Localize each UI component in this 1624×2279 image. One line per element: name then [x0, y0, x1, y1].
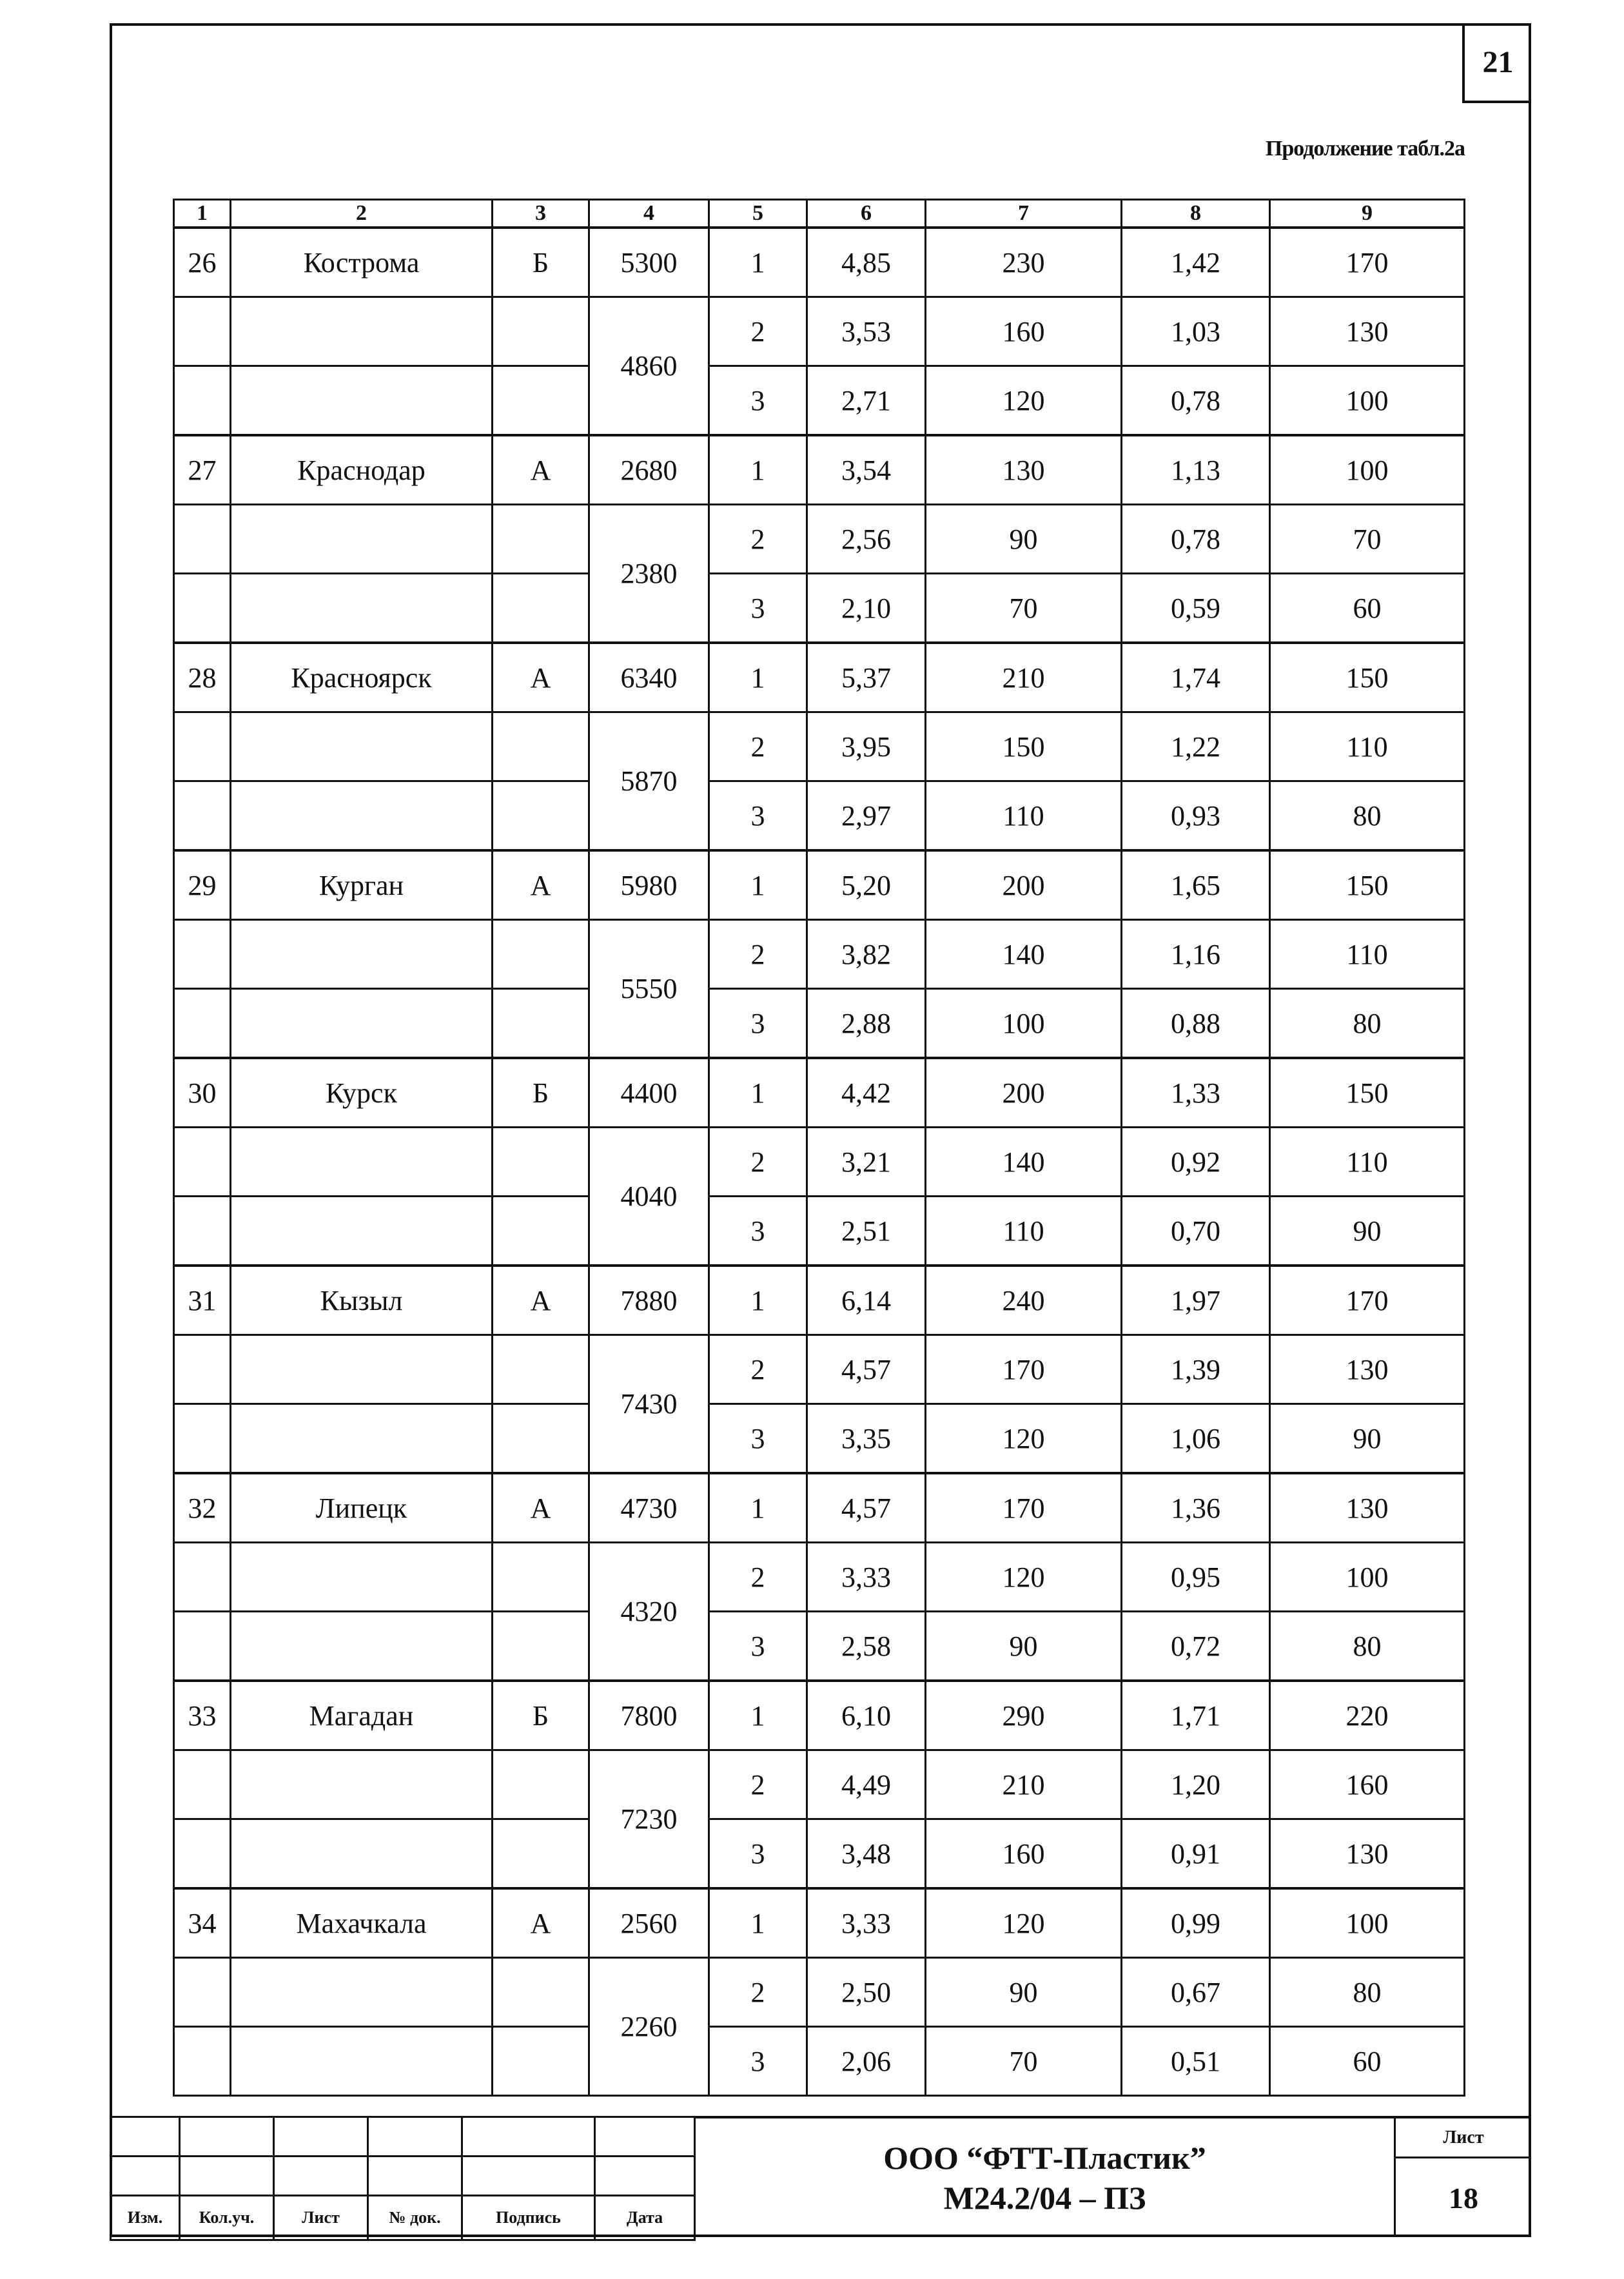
value-9-cell: 170 [1270, 1266, 1465, 1335]
table-row [174, 574, 1465, 643]
column-header: 3 [493, 200, 589, 228]
zone-cell: А [493, 643, 589, 712]
value-5-cell: 1 [709, 435, 807, 505]
value-9-cell: 100 [1270, 1543, 1465, 1612]
city-cell [231, 1128, 493, 1197]
sheet-block [1394, 2116, 1531, 2237]
value-4-cell: 5300 [589, 228, 709, 297]
table-row [174, 505, 1465, 574]
city-cell: Махачкала [231, 1888, 493, 1958]
value-4-cell: 4730 [589, 1473, 709, 1543]
row-number-cell: 27 [174, 435, 231, 505]
value-7-cell: 160 [926, 1819, 1122, 1889]
zone-cell [493, 2027, 589, 2096]
value-7-cell: 120 [926, 1543, 1122, 1612]
row-number-cell: 31 [174, 1266, 231, 1335]
value-9-cell: 110 [1270, 920, 1465, 989]
column-header: 1 [174, 200, 231, 228]
city-cell: Краснодар [231, 435, 493, 505]
value-6-cell: 4,85 [807, 228, 926, 297]
value-5-cell: 3 [709, 781, 807, 851]
table-row [174, 1266, 1465, 1335]
city-cell [231, 712, 493, 781]
value-8-cell: 1,06 [1122, 1404, 1270, 1474]
value-6-cell: 4,49 [807, 1750, 926, 1819]
value-6-cell: 2,56 [807, 505, 926, 574]
value-4-cell: 7430 [589, 1335, 709, 1474]
value-8-cell: 1,42 [1122, 228, 1270, 297]
value-4-cell: 2560 [589, 1888, 709, 1958]
value-7-cell: 150 [926, 712, 1122, 781]
table-caption: Продолжение табл.2а [1265, 137, 1465, 161]
value-4-cell: 6340 [589, 643, 709, 712]
table-row [174, 228, 1465, 297]
value-6-cell: 3,54 [807, 435, 926, 505]
value-5-cell: 2 [709, 1128, 807, 1197]
value-9-cell: 220 [1270, 1681, 1465, 1750]
table-row [174, 643, 1465, 712]
zone-cell [493, 574, 589, 643]
table-row [174, 1335, 1465, 1404]
city-cell: Красноярск [231, 643, 493, 712]
value-7-cell: 240 [926, 1266, 1122, 1335]
value-5-cell: 3 [709, 1819, 807, 1889]
page-number: 21 [1462, 23, 1531, 103]
value-4-cell: 7800 [589, 1681, 709, 1750]
zone-cell [493, 712, 589, 781]
value-6-cell: 2,71 [807, 366, 926, 436]
value-9-cell: 110 [1270, 712, 1465, 781]
column-header: 5 [709, 200, 807, 228]
value-5-cell: 1 [709, 1473, 807, 1543]
value-7-cell: 120 [926, 1888, 1122, 1958]
table-row [174, 435, 1465, 505]
value-8-cell: 1,33 [1122, 1058, 1270, 1128]
change-count-label: Кол.уч. [180, 2196, 274, 2240]
value-6-cell: 2,10 [807, 574, 926, 643]
column-header: 2 [231, 200, 493, 228]
zone-cell [493, 989, 589, 1059]
row-number-cell: 32 [174, 1473, 231, 1543]
zone-cell [493, 1128, 589, 1197]
value-5-cell: 1 [709, 228, 807, 297]
value-5-cell: 2 [709, 1335, 807, 1404]
value-5-cell: 1 [709, 643, 807, 712]
value-6-cell: 5,20 [807, 850, 926, 920]
row-number-cell: 33 [174, 1681, 231, 1750]
value-7-cell: 90 [926, 1612, 1122, 1681]
value-6-cell: 4,57 [807, 1473, 926, 1543]
city-cell [231, 366, 493, 436]
value-7-cell: 140 [926, 1128, 1122, 1197]
value-7-cell: 120 [926, 366, 1122, 436]
row-number-cell [174, 920, 231, 989]
value-7-cell: 140 [926, 920, 1122, 989]
table-row [174, 366, 1465, 436]
row-number-cell [174, 1819, 231, 1889]
value-9-cell: 160 [1270, 1750, 1465, 1819]
zone-cell [493, 505, 589, 574]
row-number-cell [174, 1128, 231, 1197]
value-4-cell: 5980 [589, 850, 709, 920]
value-8-cell: 0,88 [1122, 989, 1270, 1059]
value-8-cell: 1,71 [1122, 1681, 1270, 1750]
zone-cell [493, 1750, 589, 1819]
value-6-cell: 3,82 [807, 920, 926, 989]
value-8-cell: 0,67 [1122, 1958, 1270, 2027]
value-9-cell: 130 [1270, 297, 1465, 366]
column-header: 6 [807, 200, 926, 228]
zone-cell [493, 1197, 589, 1266]
value-9-cell: 80 [1270, 1612, 1465, 1681]
city-cell [231, 297, 493, 366]
city-cell: Липецк [231, 1473, 493, 1543]
value-6-cell: 2,50 [807, 1958, 926, 2027]
column-number-row [174, 200, 1465, 228]
data-table [173, 199, 1465, 2097]
city-cell [231, 781, 493, 851]
zone-cell [493, 781, 589, 851]
value-6-cell: 2,06 [807, 2027, 926, 2096]
table-row [174, 1681, 1465, 1750]
value-8-cell: 0,93 [1122, 781, 1270, 851]
city-cell [231, 920, 493, 989]
value-8-cell: 1,13 [1122, 435, 1270, 505]
revision-label: Изм. [111, 2196, 180, 2240]
table-row [174, 781, 1465, 851]
value-9-cell: 150 [1270, 850, 1465, 920]
value-9-cell: 80 [1270, 1958, 1465, 2027]
value-6-cell: 2,97 [807, 781, 926, 851]
table-row [174, 1128, 1465, 1197]
value-7-cell: 200 [926, 850, 1122, 920]
zone-cell [493, 1404, 589, 1474]
value-7-cell: 290 [926, 1681, 1122, 1750]
value-7-cell: 110 [926, 1197, 1122, 1266]
value-8-cell: 0,99 [1122, 1888, 1270, 1958]
city-cell [231, 1197, 493, 1266]
value-5-cell: 2 [709, 505, 807, 574]
zone-cell [493, 1612, 589, 1681]
value-9-cell: 100 [1270, 435, 1465, 505]
city-cell: Кострома [231, 228, 493, 297]
zone-cell: А [493, 850, 589, 920]
value-9-cell: 150 [1270, 1058, 1465, 1128]
value-6-cell: 6,10 [807, 1681, 926, 1750]
value-9-cell: 170 [1270, 228, 1465, 297]
value-5-cell: 2 [709, 920, 807, 989]
city-cell [231, 2027, 493, 2096]
zone-cell: Б [493, 1058, 589, 1128]
city-cell [231, 574, 493, 643]
value-4-cell: 7880 [589, 1266, 709, 1335]
zone-cell: А [493, 1266, 589, 1335]
zone-cell [493, 1819, 589, 1889]
value-7-cell: 110 [926, 781, 1122, 851]
value-6-cell: 2,58 [807, 1612, 926, 1681]
row-number-cell [174, 712, 231, 781]
value-6-cell: 6,14 [807, 1266, 926, 1335]
zone-cell [493, 1335, 589, 1404]
value-6-cell: 5,37 [807, 643, 926, 712]
column-header: 9 [1270, 200, 1465, 228]
value-8-cell: 1,97 [1122, 1266, 1270, 1335]
table-row [174, 1612, 1465, 1681]
table-row [174, 1404, 1465, 1474]
value-5-cell: 3 [709, 366, 807, 436]
zone-cell [493, 1543, 589, 1612]
zone-cell: А [493, 1473, 589, 1543]
value-4-cell: 5550 [589, 920, 709, 1059]
table-row [174, 1819, 1465, 1889]
value-5-cell: 2 [709, 712, 807, 781]
row-number-cell [174, 1335, 231, 1404]
value-8-cell: 1,20 [1122, 1750, 1270, 1819]
value-8-cell: 0,70 [1122, 1197, 1270, 1266]
value-5-cell: 3 [709, 989, 807, 1059]
table-row [174, 1888, 1465, 1958]
column-header: 4 [589, 200, 709, 228]
value-9-cell: 60 [1270, 2027, 1465, 2096]
value-8-cell: 0,92 [1122, 1128, 1270, 1197]
row-number-cell: 28 [174, 643, 231, 712]
value-7-cell: 230 [926, 228, 1122, 297]
value-9-cell: 130 [1270, 1819, 1465, 1889]
value-4-cell: 2380 [589, 505, 709, 643]
row-number-cell [174, 2027, 231, 2096]
city-cell [231, 1750, 493, 1819]
value-7-cell: 120 [926, 1404, 1122, 1474]
value-9-cell: 100 [1270, 1888, 1465, 1958]
document-code: М24.2/04 – ПЗ [943, 2180, 1146, 2216]
value-4-cell: 7230 [589, 1750, 709, 1889]
value-5-cell: 3 [709, 2027, 807, 2096]
value-6-cell: 4,42 [807, 1058, 926, 1128]
value-9-cell: 80 [1270, 989, 1465, 1059]
table-row [174, 1750, 1465, 1819]
value-8-cell: 1,16 [1122, 920, 1270, 989]
row-number-cell [174, 1404, 231, 1474]
value-9-cell: 70 [1270, 505, 1465, 574]
column-header: 8 [1122, 200, 1270, 228]
value-7-cell: 90 [926, 505, 1122, 574]
table-row [174, 1958, 1465, 2027]
value-4-cell: 4860 [589, 297, 709, 436]
value-6-cell: 3,48 [807, 1819, 926, 1889]
signature-label: Подпись [462, 2196, 595, 2240]
table-row [174, 1197, 1465, 1266]
value-9-cell: 110 [1270, 1128, 1465, 1197]
value-7-cell: 70 [926, 2027, 1122, 2096]
value-8-cell: 0,78 [1122, 366, 1270, 436]
value-6-cell: 3,35 [807, 1404, 926, 1474]
value-7-cell: 100 [926, 989, 1122, 1059]
row-number-cell [174, 1197, 231, 1266]
value-6-cell: 3,33 [807, 1543, 926, 1612]
value-5-cell: 1 [709, 1058, 807, 1128]
value-4-cell: 4040 [589, 1128, 709, 1266]
value-5-cell: 2 [709, 297, 807, 366]
row-number-cell [174, 1543, 231, 1612]
value-8-cell: 1,74 [1122, 643, 1270, 712]
value-5-cell: 1 [709, 1888, 807, 1958]
row-number-cell [174, 1612, 231, 1681]
value-4-cell: 4400 [589, 1058, 709, 1128]
table-row [174, 297, 1465, 366]
value-6-cell: 2,51 [807, 1197, 926, 1266]
value-9-cell: 100 [1270, 366, 1465, 436]
zone-cell [493, 920, 589, 989]
value-7-cell: 70 [926, 574, 1122, 643]
value-9-cell: 130 [1270, 1473, 1465, 1543]
value-4-cell: 2680 [589, 435, 709, 505]
value-7-cell: 160 [926, 297, 1122, 366]
value-5-cell: 3 [709, 574, 807, 643]
row-number-cell [174, 574, 231, 643]
value-7-cell: 200 [926, 1058, 1122, 1128]
value-6-cell: 2,88 [807, 989, 926, 1059]
value-5-cell: 1 [709, 850, 807, 920]
table-row [174, 989, 1465, 1059]
organization-name: ООО “ФТТ-Пластик” [883, 2139, 1206, 2176]
doc-number-label: № док. [368, 2196, 462, 2240]
city-cell [231, 1958, 493, 2027]
table-row [174, 920, 1465, 989]
column-header: 7 [926, 200, 1122, 228]
title-block-center [694, 2116, 1394, 2237]
value-9-cell: 90 [1270, 1197, 1465, 1266]
value-8-cell: 1,22 [1122, 712, 1270, 781]
city-cell [231, 1819, 493, 1889]
city-cell: Магадан [231, 1681, 493, 1750]
city-cell [231, 989, 493, 1059]
table-row [174, 1473, 1465, 1543]
city-cell [231, 1612, 493, 1681]
zone-cell [493, 366, 589, 436]
value-5-cell: 1 [709, 1266, 807, 1335]
city-cell [231, 505, 493, 574]
row-number-cell: 29 [174, 850, 231, 920]
city-cell: Курск [231, 1058, 493, 1128]
value-8-cell: 1,36 [1122, 1473, 1270, 1543]
value-7-cell: 130 [926, 435, 1122, 505]
city-cell [231, 1335, 493, 1404]
value-8-cell: 1,03 [1122, 297, 1270, 366]
sheet-label-small: Лист [274, 2196, 368, 2240]
revision-block [110, 2116, 696, 2241]
table-row [174, 1058, 1465, 1128]
value-6-cell: 4,57 [807, 1335, 926, 1404]
value-7-cell: 210 [926, 643, 1122, 712]
city-cell [231, 1404, 493, 1474]
city-cell [231, 1543, 493, 1612]
row-number-cell [174, 1750, 231, 1819]
zone-cell: А [493, 1888, 589, 1958]
value-9-cell: 80 [1270, 781, 1465, 851]
value-5-cell: 3 [709, 1197, 807, 1266]
value-9-cell: 130 [1270, 1335, 1465, 1404]
value-8-cell: 0,95 [1122, 1543, 1270, 1612]
table-row [174, 2027, 1465, 2096]
value-8-cell: 0,91 [1122, 1819, 1270, 1889]
row-number-cell [174, 366, 231, 436]
value-8-cell: 0,59 [1122, 574, 1270, 643]
city-cell: Курган [231, 850, 493, 920]
value-8-cell: 0,78 [1122, 505, 1270, 574]
value-4-cell: 4320 [589, 1543, 709, 1681]
value-5-cell: 2 [709, 1958, 807, 2027]
row-number-cell [174, 505, 231, 574]
zone-cell [493, 1958, 589, 2027]
value-8-cell: 1,39 [1122, 1335, 1270, 1404]
table-row [174, 712, 1465, 781]
value-7-cell: 90 [926, 1958, 1122, 2027]
sheet-number: 18 [1449, 2181, 1478, 2215]
value-6-cell: 3,33 [807, 1888, 926, 1958]
row-number-cell: 34 [174, 1888, 231, 1958]
row-number-cell [174, 297, 231, 366]
row-number-cell [174, 989, 231, 1059]
value-6-cell: 3,21 [807, 1128, 926, 1197]
value-4-cell: 2260 [589, 1958, 709, 2096]
value-6-cell: 3,53 [807, 297, 926, 366]
value-9-cell: 90 [1270, 1404, 1465, 1474]
table-row [174, 850, 1465, 920]
row-number-cell: 26 [174, 228, 231, 297]
value-4-cell: 5870 [589, 712, 709, 851]
value-5-cell: 1 [709, 1681, 807, 1750]
value-8-cell: 1,65 [1122, 850, 1270, 920]
value-5-cell: 3 [709, 1404, 807, 1474]
row-number-cell: 30 [174, 1058, 231, 1128]
value-9-cell: 60 [1270, 574, 1465, 643]
value-5-cell: 2 [709, 1750, 807, 1819]
value-9-cell: 150 [1270, 643, 1465, 712]
zone-cell: Б [493, 1681, 589, 1750]
value-5-cell: 2 [709, 1543, 807, 1612]
date-label: Дата [595, 2196, 695, 2240]
city-cell: Кызыл [231, 1266, 493, 1335]
value-8-cell: 0,72 [1122, 1612, 1270, 1681]
sheet-label: Лист [1396, 2118, 1531, 2158]
zone-cell: А [493, 435, 589, 505]
value-8-cell: 0,51 [1122, 2027, 1270, 2096]
row-number-cell [174, 781, 231, 851]
zone-cell [493, 297, 589, 366]
table-row [174, 1543, 1465, 1612]
value-6-cell: 3,95 [807, 712, 926, 781]
value-5-cell: 3 [709, 1612, 807, 1681]
row-number-cell [174, 1958, 231, 2027]
value-7-cell: 170 [926, 1335, 1122, 1404]
value-7-cell: 210 [926, 1750, 1122, 1819]
zone-cell: Б [493, 228, 589, 297]
value-7-cell: 170 [926, 1473, 1122, 1543]
